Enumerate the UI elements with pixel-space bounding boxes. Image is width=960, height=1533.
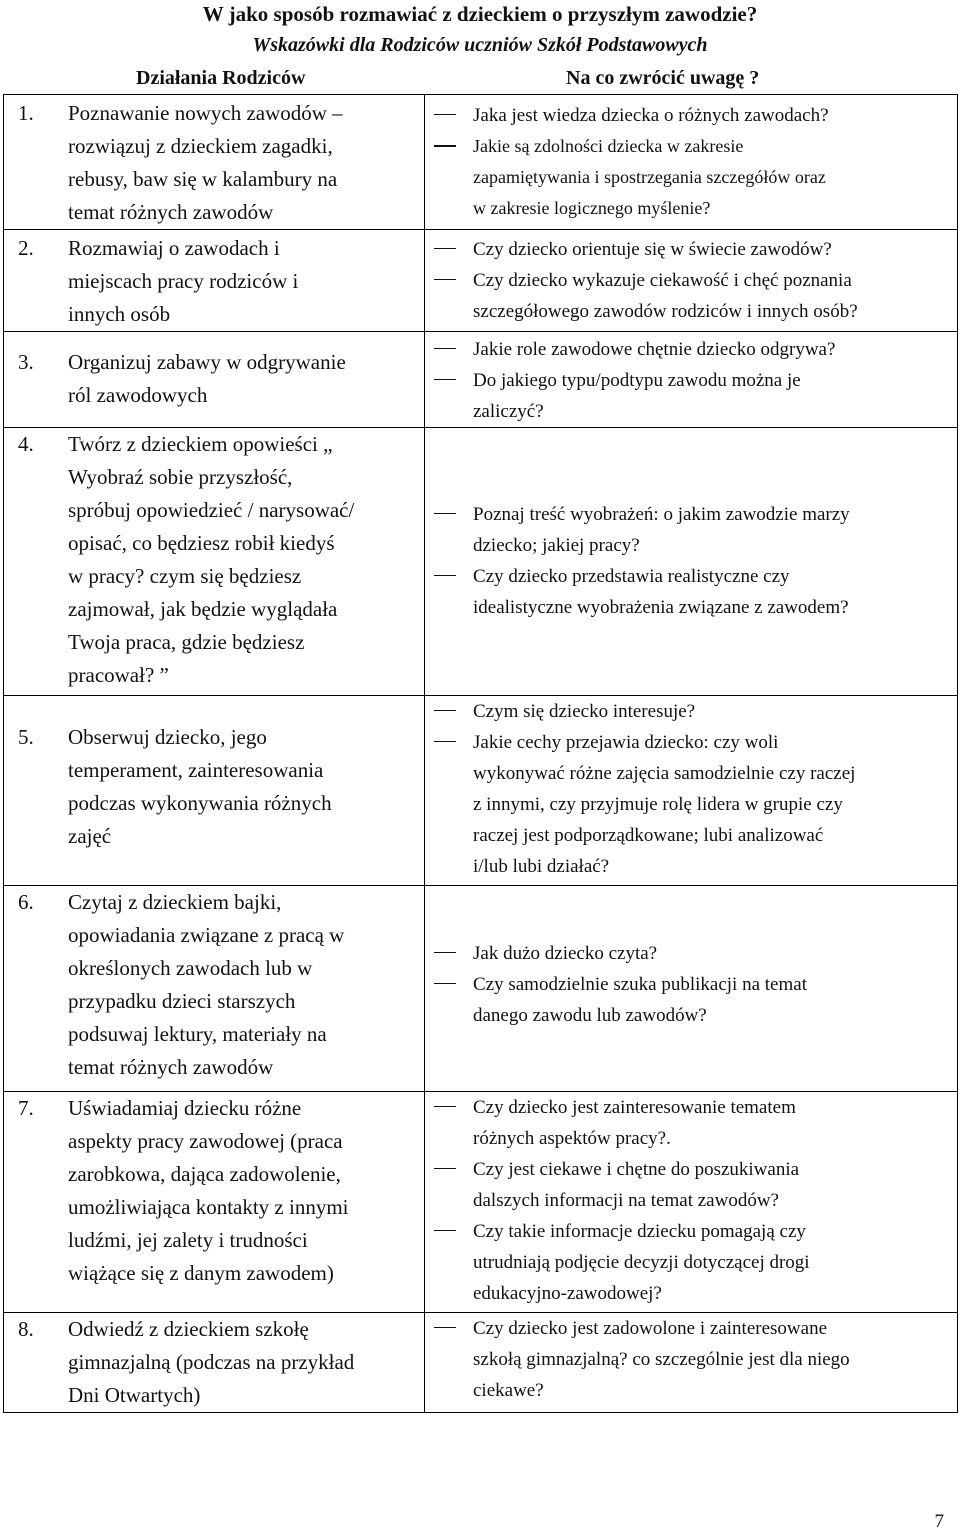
table-row bbox=[4, 886, 958, 1092]
question-item: Jakie cechy przejawia dziecko: czy woli wykonywać różne zajęcia samodzielnie czy raczej z innymi, czy przyjmuje rolę lidera w grupie czy raczej jest podporządkowane; lubi analizować i/lub lubi działać? bbox=[425, 727, 957, 882]
dash-bullet-icon bbox=[431, 938, 473, 969]
action-text: Uświadamiaj dziecku różne aspekty pracy zawodowej (praca zarobkowa, dająca zadowolenie, umożliwiająca kontakty z innymi ludźmi, jej zalety i trudności wiążące się z danym zawodem) bbox=[68, 1096, 349, 1285]
question-list bbox=[425, 1092, 957, 1309]
dash-bullet-icon bbox=[431, 100, 473, 131]
guidance-table bbox=[3, 94, 958, 1413]
questions-cell bbox=[425, 1313, 958, 1413]
action-cell bbox=[4, 886, 425, 1092]
column-header-right: Na co zwrócić uwagę ? bbox=[566, 67, 760, 89]
dash-bullet-icon bbox=[431, 969, 473, 1031]
action-number: 5. bbox=[18, 725, 34, 749]
action-text: Rozmawiaj o zawodach i miejscach pracy rodziców i innych osób bbox=[68, 236, 299, 326]
action-number: 6. bbox=[18, 890, 34, 914]
table-row bbox=[4, 95, 958, 230]
table-row bbox=[4, 428, 958, 696]
question-list bbox=[425, 230, 957, 327]
questions-cell bbox=[425, 696, 958, 886]
table-row bbox=[4, 230, 958, 332]
question-item: Czy dziecko wykazuje ciekawość i chęć poznania szczegółowego zawodów rodziców i innych osób? bbox=[425, 265, 957, 327]
dash-bullet-icon bbox=[431, 1313, 473, 1406]
page-title: W jako sposób rozmawiać z dzieckiem o przyszłym zawodzie? bbox=[202, 2, 758, 26]
action-text: Obserwuj dziecko, jego temperament, zainteresowania podczas wykonywania różnych zajęć bbox=[68, 725, 332, 848]
action-cell bbox=[4, 332, 425, 428]
page-subtitle: Wskazówki dla Rodziców uczniów Szkół Podstawowych bbox=[252, 34, 708, 56]
dash-bullet-icon bbox=[431, 131, 473, 224]
page-number: 7 bbox=[934, 1511, 944, 1532]
question-item: Jakie są zdolności dziecka w zakresie zapamiętywania i spostrzegania szczegółów oraz w zakresie logicznego myślenie? bbox=[425, 131, 957, 224]
dash-bullet-icon bbox=[431, 334, 473, 365]
action-text: Twórz z dzieckiem opowieści „ Wyobraź sobie przyszłość, spróbuj opowiedzieć / narysować/ opisać, co będziesz robił kiedyś w pracy? czym się będziesz zajmował, jak będzie wyglądała Twoja praca, gdzie będziesz pracował? ” bbox=[68, 432, 355, 687]
action-cell bbox=[4, 1092, 425, 1313]
action-cell bbox=[4, 1313, 425, 1413]
questions-cell bbox=[425, 332, 958, 428]
question-list bbox=[425, 1313, 957, 1406]
question-item: Czy dziecko przedstawia realistyczne czy idealistyczne wyobrażenia związane z zawodem? bbox=[425, 561, 957, 623]
action-number: 4. bbox=[18, 432, 34, 456]
dash-bullet-icon bbox=[431, 727, 473, 882]
questions-cell bbox=[425, 1092, 958, 1313]
question-list bbox=[425, 332, 957, 427]
question-item: Czym się dziecko interesuje? bbox=[425, 696, 957, 727]
questions-cell bbox=[425, 95, 958, 230]
dash-bullet-icon bbox=[431, 265, 473, 327]
questions-cell bbox=[425, 886, 958, 1092]
table-row bbox=[4, 332, 958, 428]
question-item: Jak dużo dziecko czyta? bbox=[425, 938, 957, 969]
question-item: Do jakiego typu/podtypu zawodu można je zaliczyć? bbox=[425, 365, 957, 427]
column-header-left: Działania Rodziców bbox=[136, 67, 306, 89]
action-text: Czytaj z dzieckiem bajki, opowiadania związane z pracą w określonych zawodach lub w przypadku dzieci starszych podsuwaj lektury, materiały na temat różnych zawodów bbox=[68, 890, 345, 1079]
question-item: Jaka jest wiedza dziecka o różnych zawodach? bbox=[425, 100, 957, 131]
dash-bullet-icon bbox=[431, 365, 473, 427]
action-text: Odwiedź z dzieckiem szkołę gimnazjalną (podczas na przykład Dni Otwartych) bbox=[68, 1317, 355, 1407]
table-row bbox=[4, 1092, 958, 1313]
dash-bullet-icon bbox=[431, 1154, 473, 1216]
action-text: Poznawanie nowych zawodów – rozwiązuj z dzieckiem zagadki, rebusy, baw się w kalambury na temat różnych zawodów bbox=[68, 101, 343, 224]
action-number: 3. bbox=[18, 350, 34, 374]
question-list bbox=[425, 886, 957, 1031]
dash-bullet-icon bbox=[431, 696, 473, 727]
dash-bullet-icon bbox=[431, 561, 473, 623]
dash-bullet-icon bbox=[431, 1092, 473, 1154]
question-list bbox=[425, 428, 957, 623]
dash-bullet-icon bbox=[431, 499, 473, 561]
question-item: Czy dziecko jest zadowolone i zainteresowane szkołą gimnazjalną? co szczególnie jest dla niego ciekawe? bbox=[425, 1313, 957, 1406]
question-item: Czy samodzielnie szuka publikacji na temat danego zawodu lub zawodów? bbox=[425, 969, 957, 1031]
questions-cell bbox=[425, 230, 958, 332]
question-item: Czy dziecko orientuje się w świecie zawodów? bbox=[425, 234, 957, 265]
action-cell bbox=[4, 428, 425, 696]
question-item: Czy dziecko jest zainteresowanie tematem różnych aspektów pracy?. bbox=[425, 1092, 957, 1154]
action-number: 1. bbox=[18, 101, 34, 125]
dash-bullet-icon bbox=[431, 234, 473, 265]
question-list bbox=[425, 696, 957, 882]
question-item: Poznaj treść wyobrażeń: o jakim zawodzie marzy dziecko; jakiej pracy? bbox=[425, 499, 957, 561]
action-cell bbox=[4, 696, 425, 886]
action-text: Organizuj zabawy w odgrywanie ról zawodowych bbox=[68, 350, 346, 407]
question-item: Czy jest ciekawe i chętne do poszukiwania dalszych informacji na temat zawodów? bbox=[425, 1154, 957, 1216]
action-cell bbox=[4, 95, 425, 230]
question-list bbox=[425, 95, 957, 224]
action-number: 7. bbox=[18, 1096, 34, 1120]
table-body bbox=[4, 95, 958, 1413]
questions-cell bbox=[425, 428, 958, 696]
question-item: Jakie role zawodowe chętnie dziecko odgrywa? bbox=[425, 334, 957, 365]
action-cell bbox=[4, 230, 425, 332]
dash-bullet-icon bbox=[431, 1216, 473, 1309]
question-item: Czy takie informacje dziecku pomagają czy utrudniają podjęcie decyzji dotyczącej drogi edukacyjno-zawodowej? bbox=[425, 1216, 957, 1309]
table-row bbox=[4, 696, 958, 886]
action-number: 8. bbox=[18, 1317, 34, 1341]
table-row bbox=[4, 1313, 958, 1413]
action-number: 2. bbox=[18, 236, 34, 260]
